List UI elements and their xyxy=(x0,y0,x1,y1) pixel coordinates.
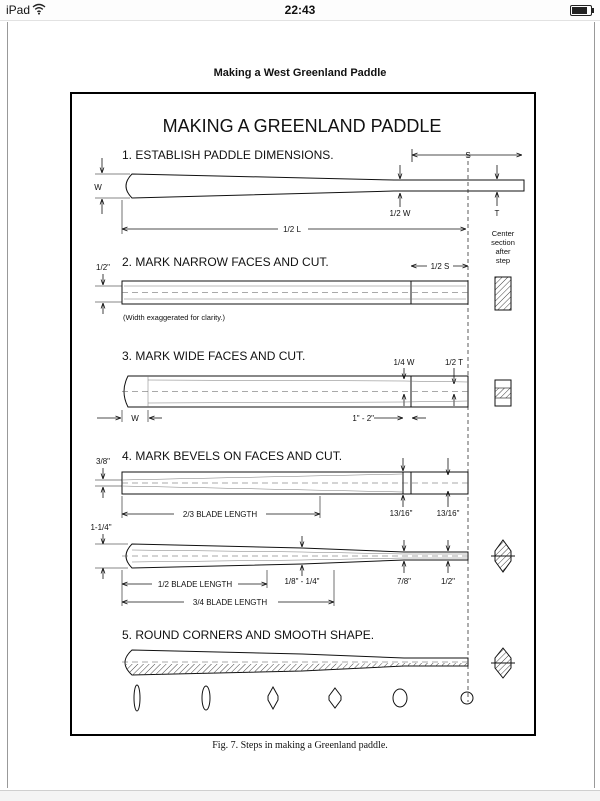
thirteen-sixteenths-label-b: 13/16" xyxy=(436,509,460,518)
width-note: (Width exaggerated for clarity.) xyxy=(123,313,225,322)
svg-text:Center: Center xyxy=(491,229,515,238)
step-2-label: 2. MARK NARROW FACES AND CUT. xyxy=(122,255,329,269)
t-label: T xyxy=(494,209,500,218)
cross-section-series xyxy=(134,685,473,711)
svg-text:section: section xyxy=(491,238,515,247)
half-s-label: 1/2 S xyxy=(430,262,450,271)
three-eighths-label: 3/8" xyxy=(96,457,110,466)
half-l-label: 1/2 L xyxy=(283,225,301,234)
one-two-inch-label: 1" - 2" xyxy=(352,414,374,423)
w-label: W xyxy=(94,183,102,192)
two-thirds-blade-label: 2/3 BLADE LENGTH xyxy=(182,510,258,519)
paddle-outline-step1 xyxy=(126,174,524,198)
half-w-label: 1/2 W xyxy=(389,209,411,218)
figure-caption: Fig. 7. Steps in making a Greenland paddle. xyxy=(212,740,388,751)
seven-eighths-label: 7/8" xyxy=(397,577,411,586)
paddle-diagram xyxy=(72,94,534,734)
figure-title: MAKING A GREENLAND PADDLE xyxy=(162,116,442,136)
quarter-w-label: 1/4 W xyxy=(393,358,415,367)
bottom-toolbar-edge xyxy=(0,790,600,801)
half-inch-b-label: 1/2" xyxy=(441,577,455,586)
w-step3-label: W xyxy=(131,414,139,423)
document-header: Making a West Greenland Paddle xyxy=(213,67,387,79)
half-t-label: 1/2 T xyxy=(444,358,464,367)
step-1-label: 1. ESTABLISH PADDLE DIMENSIONS. xyxy=(122,148,334,162)
device-name: iPad xyxy=(6,3,31,17)
center-section-label xyxy=(491,229,515,265)
battery-icon xyxy=(570,5,592,16)
svg-text:after: after xyxy=(495,247,511,256)
s-label: S xyxy=(465,151,471,160)
step-3-label: 3. MARK WIDE FACES AND CUT. xyxy=(122,349,306,363)
half-inch-label: 1/2" xyxy=(96,263,110,272)
three-quarter-blade-label: 3/4 BLADE LENGTH xyxy=(192,598,268,607)
half-blade-label: 1/2 BLADE LENGTH xyxy=(157,580,233,589)
figure-frame xyxy=(70,92,536,736)
section-step2 xyxy=(495,277,511,310)
status-bar xyxy=(0,0,600,21)
step-4-label: 4. MARK BEVELS ON FACES AND CUT. xyxy=(122,449,343,463)
svg-text:step: step xyxy=(495,256,511,265)
one-quarter-inch-label: 1-1/4" xyxy=(90,523,112,532)
battery-level xyxy=(572,7,587,14)
step-5-label: 5. ROUND CORNERS AND SMOOTH SHAPE. xyxy=(122,628,375,642)
clock: 22:43 xyxy=(284,3,316,17)
thirteen-sixteenths-label-a: 13/16" xyxy=(389,509,413,518)
eighth-quarter-label: 1/8" - 1/4" xyxy=(284,577,320,586)
